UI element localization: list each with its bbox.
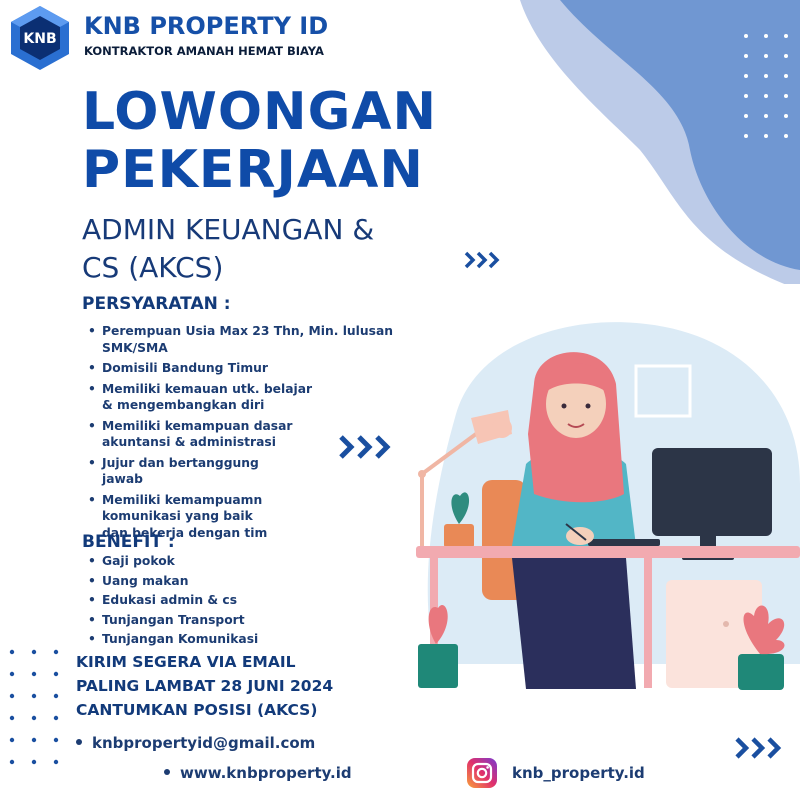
list-item: • Tunjangan Transport <box>88 611 388 631</box>
list-item: • Perempuan Usia Max 23 Thn, Min. lulusan SMK/SMA <box>88 323 448 356</box>
list-item: • Memiliki kemauan utk. belajar & mengembangkan diri <box>88 381 448 414</box>
email-text[interactable]: knbpropertyid@gmail.com <box>92 734 316 752</box>
contact-email[interactable] <box>76 734 315 752</box>
list-item: • Gaji pokok <box>88 552 388 572</box>
office-worker-illustration <box>416 284 800 692</box>
cta-line-2: PALING LAMBAT 28 JUNI 2024 <box>76 677 334 695</box>
cta-line-3: CANTUMKAN POSISI (AKCS) <box>76 701 318 719</box>
chevron-arrows-icon <box>734 736 786 760</box>
instagram-icon[interactable] <box>466 757 498 789</box>
position-line-1: ADMIN KEUANGAN & <box>82 213 375 246</box>
decor-dots-top-right <box>744 34 788 138</box>
position-line-2: CS (AKCS) <box>82 251 224 284</box>
headline-line-2: PEKERJAAN <box>82 140 424 200</box>
svg-text:KNB: KNB <box>23 31 57 47</box>
website-text[interactable]: www.knbproperty.id <box>180 764 352 782</box>
list-item: • Uang makan <box>88 572 388 592</box>
decor-dots-bottom-left <box>8 648 68 768</box>
chevron-arrows-icon <box>464 251 502 269</box>
company-logo <box>6 4 74 72</box>
requirements-title: PERSYARATAN : <box>82 294 231 314</box>
list-item: • Domisili Bandung Timur <box>88 360 448 377</box>
list-item: • Edukasi admin & cs <box>88 591 388 611</box>
cta-line-1: KIRIM SEGERA VIA EMAIL <box>76 653 296 671</box>
list-item: • Memiliki kemampuamn komunikasi yang baik dan bekerja dengan tim <box>88 492 448 542</box>
bullet-icon <box>76 739 82 745</box>
bullet-icon <box>164 769 170 775</box>
list-item: • Jujur dan bertanggung jawab <box>88 455 448 488</box>
brand-tagline: KONTRAKTOR AMANAH HEMAT BIAYA <box>84 44 324 58</box>
benefits-title: BENEFIT : <box>82 532 175 552</box>
list-item: • Memiliki kemampuan dasar akuntansi & administrasi <box>88 418 448 451</box>
benefits-list <box>88 552 388 650</box>
list-item: • Tunjangan Komunikasi <box>88 630 388 650</box>
contact-website[interactable] <box>164 764 352 782</box>
headline-line-1: LOWONGAN <box>82 82 438 142</box>
instagram-handle[interactable]: knb_property.id <box>512 764 645 782</box>
requirements-list <box>88 323 448 545</box>
brand-name: KNB PROPERTY ID <box>84 12 329 40</box>
